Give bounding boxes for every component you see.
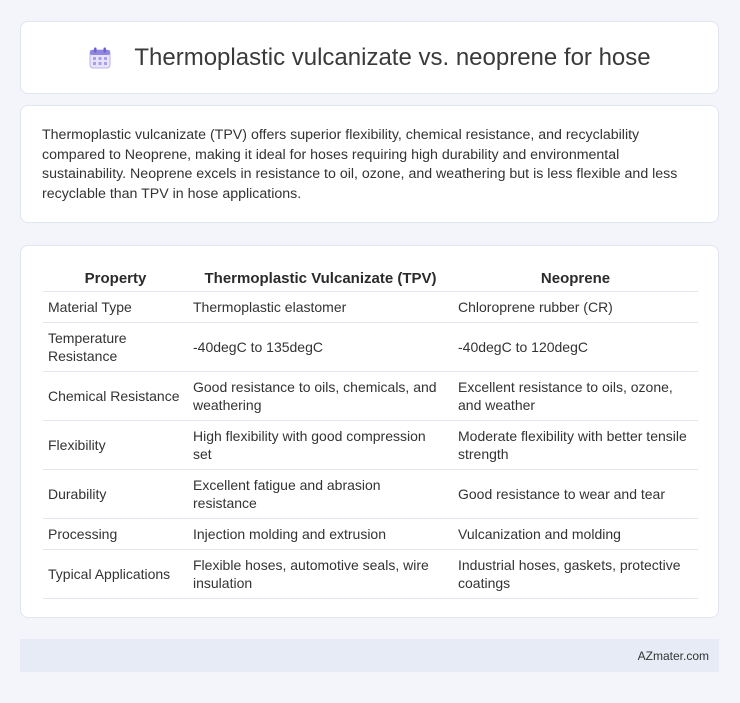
table-row (43, 291, 698, 322)
footer (20, 639, 719, 672)
tpv-cell: High flexibility with good compression set (188, 420, 453, 469)
property-cell: Durability (43, 469, 188, 518)
table-row (43, 469, 698, 518)
header-neoprene: Neoprene (453, 263, 698, 291)
table-row (43, 420, 698, 469)
comparison-table (43, 263, 698, 599)
property-cell: Chemical Resistance (43, 371, 188, 420)
table-row (43, 549, 698, 598)
neoprene-cell: Industrial hoses, gaskets, protective coatings (453, 549, 698, 598)
property-cell: Flexibility (43, 420, 188, 469)
table-row (43, 322, 698, 371)
tpv-cell: Flexible hoses, automotive seals, wire insulation (188, 549, 453, 598)
property-cell: Typical Applications (43, 549, 188, 598)
neoprene-cell: Good resistance to wear and tear (453, 469, 698, 518)
calendar-icon (88, 46, 112, 70)
header-property: Property (43, 263, 188, 291)
table-row (43, 371, 698, 420)
title-card (20, 21, 719, 94)
tpv-cell: -40degC to 135degC (188, 322, 453, 371)
footer-site-link[interactable]: AZmater.com (637, 648, 709, 663)
summary-card (20, 105, 719, 223)
property-cell: Material Type (43, 291, 188, 322)
tpv-cell: Excellent fatigue and abrasion resistance (188, 469, 453, 518)
tpv-cell: Thermoplastic elastomer (188, 291, 453, 322)
tpv-cell: Injection molding and extrusion (188, 518, 453, 549)
neoprene-cell: Moderate flexibility with better tensile strength (453, 420, 698, 469)
property-cell: Processing (43, 518, 188, 549)
property-cell: Temperature Resistance (43, 322, 188, 371)
page-title: Thermoplastic vulcanizate vs. neoprene for hose (134, 43, 651, 71)
neoprene-cell: Vulcanization and molding (453, 518, 698, 549)
comparison-table-card (20, 245, 719, 618)
summary-text: Thermoplastic vulcanizate (TPV) offers superior flexibility, chemical resistance, and recyclability compared to Neoprene, making it ideal for hoses requiring high durability and environmental sustainability. Neoprene excels in resistance to oil, ozone, and weathering but is less flexible and less recyclable than TPV in hose applications. (42, 127, 678, 202)
tpv-cell: Good resistance to oils, chemicals, and weathering (188, 371, 453, 420)
neoprene-cell: Excellent resistance to oils, ozone, and weather (453, 371, 698, 420)
table-header-row (43, 263, 698, 291)
neoprene-cell: Chloroprene rubber (CR) (453, 291, 698, 322)
neoprene-cell: -40degC to 120degC (453, 322, 698, 371)
header-tpv: Thermoplastic Vulcanizate (TPV) (188, 263, 453, 291)
table-row (43, 518, 698, 549)
